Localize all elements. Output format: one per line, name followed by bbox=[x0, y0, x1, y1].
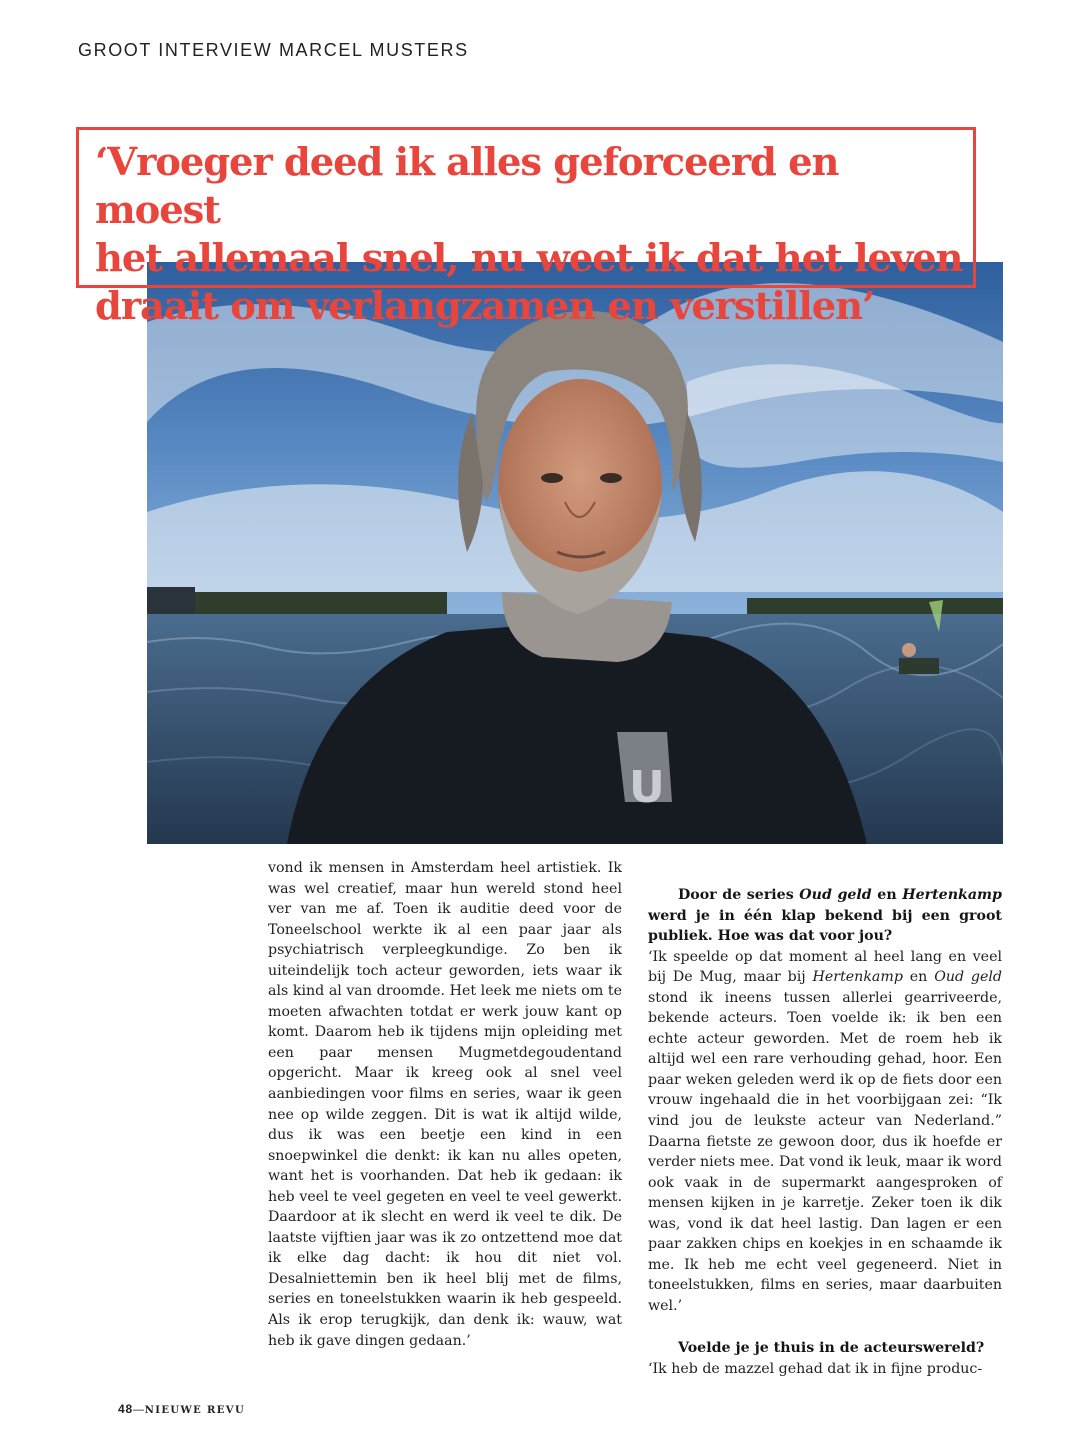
pull-quote-line-1: ‘Vroeger deed ik alles geforceerd en moest bbox=[95, 140, 839, 233]
series-title: Oud geld bbox=[934, 969, 1002, 986]
series-title: Hertenkamp bbox=[902, 887, 1002, 903]
interview-answer-1: ‘Ik speelde op dat moment al heel lang en veel bij De Mug, maar bij Hertenkamp en Oud geld stond ik ineens tussen allerlei gearriveerde, bekende acteurs. Toen voelde ik: ik ben een echte acteur geworden. Met de roem heb ik altijd wel een rare verhouding gehad, hoor. Een paar weken geleden werd ik op de fiets door een vrouw ingehaald die in het voorbijgaan zei: “Ik vind jou de leukste acteur van Nederland.” Daarna fietste ze gewoon door, dus ik hoefde er verder niets mee. Dat vond ik leuk, maar ik word ook vaak in de supermarkt aangesproken of mensen kijken in je karretje. Zeker toen ik dik was, vond ik dat heel lastig. Dan lagen er een paar zakken chips en koekjes in en schaamde ik me. Ik heb me echt veel gegeneerd. Niet in toneelstukken, films en series, maar daarbuiten wel.’ bbox=[648, 948, 1002, 1314]
article-column-right bbox=[648, 858, 1002, 1380]
pull-quote-line-3: draait om verlangzamen en verstillen’ bbox=[95, 284, 875, 329]
pull-quote-line-2: het allemaal snel, nu weet ik dat het leven bbox=[95, 236, 963, 281]
interview-answer-2: ‘Ik heb de mazzel gehad dat ik in fijne produc- bbox=[648, 1361, 983, 1378]
page-number: 48 bbox=[118, 1402, 133, 1416]
portrait-photo bbox=[147, 262, 1003, 844]
article-column-left bbox=[268, 858, 622, 1351]
interview-question-2: Voelde je je thuis in de acteurswereld? bbox=[678, 1340, 985, 1357]
shirt-print-text: U bbox=[629, 762, 665, 813]
section-label: GROOT INTERVIEW MARCEL MUSTERS bbox=[78, 40, 469, 60]
publication-name: NIEUWE REVU bbox=[144, 1405, 246, 1416]
interview-question-1: Door de series Oud geld en Hertenkamp werd je in één klap bekend bij een groot publiek. Hoe was dat voor jou? bbox=[648, 887, 1002, 945]
article-paragraph: vond ik mensen in Amsterdam heel artistiek. Ik was wel creatief, maar hun wereld stond heel ver van me af. Toen ik auditie deed voor de Toneelschool werkte ik al een paar jaar als psychiatrisch verpleegkundige. Zo ben ik uiteindelijk toch acteur geworden, iets waar ik als kind al van droomde. Het leek me niets om te moeten afwachten totdat er werk jouw kant op komt. Daarom heb ik tijdens mijn opleiding met een paar mensen Mugmetdegoudentand opgericht. Maar ik kreeg ook al snel veel aanbiedingen voor films en series, waar ik geen nee op wilde zeggen. Dit is wat ik altijd wilde, dus ik was een beetje een kind in een snoepwinkel die denkt: ik kan nu alles opeten, want het is voorhanden. Dat heb ik gedaan: ik heb veel te veel gegeten en veel te veel gewerkt. Daardoor at ik slecht en werd ik veel te dik. De laatste vijftien jaar was ik zo ontzettend moe dat ik elke dag dacht: ik hou dit niet vol. Desalniettemin ben ik heel blij met de films, series en toneelstukken waarin ik heb gespeeld. Als ik erop terugkijk, dan denk ik: wauw, wat heb ik gave dingen gedaan.’ bbox=[268, 860, 622, 1349]
series-title: Hertenkamp bbox=[812, 969, 903, 986]
series-title: Oud geld bbox=[799, 887, 872, 903]
footer-separator: — bbox=[132, 1404, 145, 1416]
page-footer bbox=[118, 1402, 245, 1416]
pull-quote bbox=[95, 139, 975, 331]
portrait-photo-illustration bbox=[147, 262, 1003, 844]
